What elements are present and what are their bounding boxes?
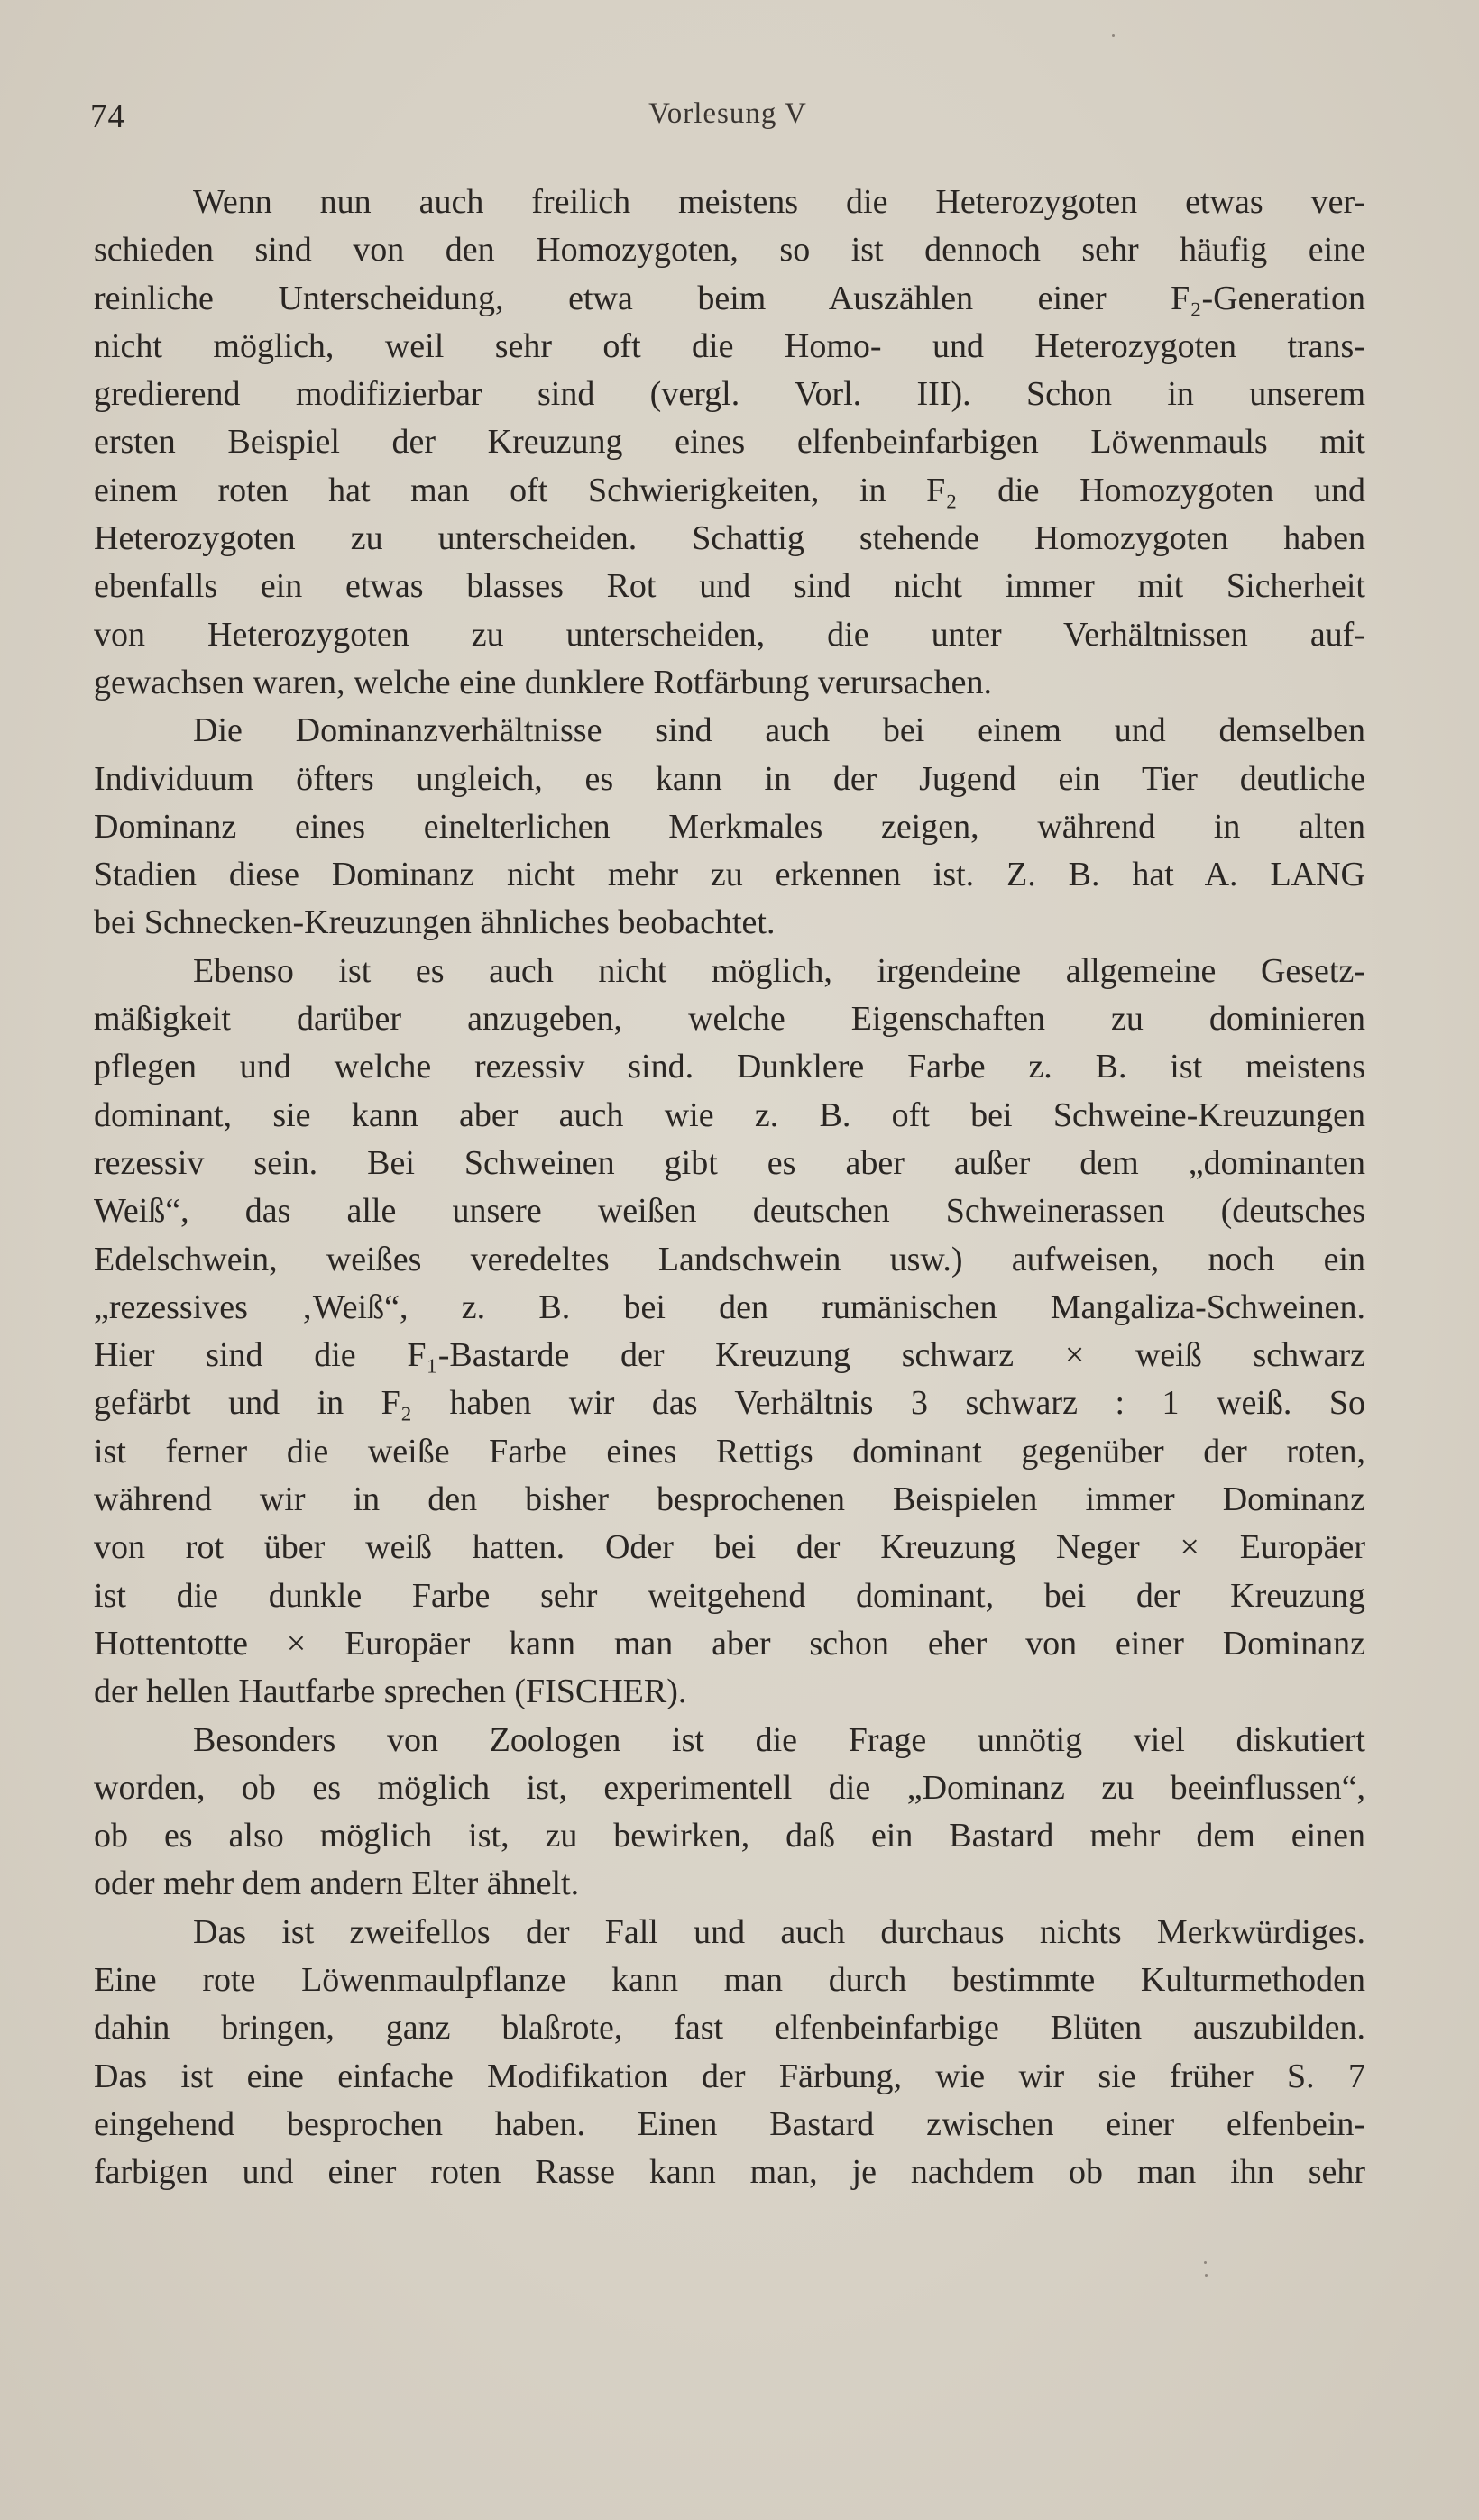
text-line: reinliche Unterscheidung, etwa beim Auszählen einer F₂-Generation xyxy=(94,279,1365,317)
paragraph xyxy=(94,1717,1365,1909)
text-line: rezessiv sein. Bei Schweinen gibt es aber außer dem „dominanten xyxy=(94,1143,1365,1182)
text-line: mäßigkeit darüber anzugeben, welche Eigenschaften zu dominieren xyxy=(94,1000,1365,1039)
paragraph xyxy=(94,1909,1365,2197)
text-line: oder mehr dem andern Elter ähnelt. xyxy=(94,1865,580,1903)
text-line: Hottentotte × Europäer kann man aber schon eher von einer Dominanz xyxy=(94,1624,1365,1663)
text-line: schieden sind von den Homozygoten, so ist dennoch sehr häufig eine xyxy=(94,231,1365,270)
running-title: Vorlesung V xyxy=(648,97,807,130)
paragraph xyxy=(94,948,1365,1717)
paper-speck xyxy=(1204,2261,1207,2264)
text-line: ebenfalls ein etwas blasses Rot und sind nicht immer mit Sicherheit xyxy=(94,567,1365,606)
text-line: dominant, sie kann aber auch wie z. B. oft bei Schweine-Kreuzungen xyxy=(94,1095,1365,1134)
running-head xyxy=(90,97,1365,142)
page-number: 74 xyxy=(90,98,125,135)
text-line: nicht möglich, weil sehr oft die Homo- und Heterozygoten trans- xyxy=(94,326,1365,365)
text-line: einem roten hat man oft Schwierigkeiten, in F₂ die Homozygoten und xyxy=(94,471,1365,509)
text-line: farbigen und einer roten Rasse kann man, je nachdem ob man ihn sehr xyxy=(94,2153,1365,2192)
text-line: Edelschwein, weißes veredeltes Landschwein usw.) aufweisen, noch ein xyxy=(94,1240,1365,1278)
text-line: Das ist zweifellos der Fall und auch durchaus nichts Merkwürdiges. xyxy=(193,1912,1365,1951)
text-line: dahin bringen, ganz blaßrote, fast elfenbeinfarbige Blüten auszubilden. xyxy=(94,2009,1365,2048)
paragraph xyxy=(94,707,1365,947)
paragraph xyxy=(94,179,1365,707)
paper-speck xyxy=(1112,34,1115,37)
text-line: Heterozygoten zu unterscheiden. Schattig stehende Homozygoten haben xyxy=(94,519,1365,558)
text-line: worden, ob es möglich ist, experimentell die „Dominanz zu beeinflussen“, xyxy=(94,1768,1365,1807)
text-line: Weiß“, das alle unsere weißen deutschen Schweinerassen (deutsches xyxy=(94,1192,1365,1231)
text-line: ist ferner die weiße Farbe eines Rettigs dominant gegenüber der roten, xyxy=(94,1432,1365,1471)
text-line: während wir in den bisher besprochenen Beispielen immer Dominanz xyxy=(94,1480,1365,1519)
text-line: von rot über weiß hatten. Oder bei der Kreuzung Neger × Europäer xyxy=(94,1528,1365,1567)
text-line: gefärbt und in F₂ haben wir das Verhältnis 3 schwarz : 1 weiß. So xyxy=(94,1384,1365,1423)
text-line: Dominanz eines einelterlichen Merkmales zeigen, während in alten xyxy=(94,807,1365,846)
text-line: Die Dominanzverhältnisse sind auch bei einem und demselben xyxy=(193,711,1365,750)
text-line: Stadien diese Dominanz nicht mehr zu erkennen ist. Z. B. hat A. LANG xyxy=(94,856,1365,894)
text-line: ersten Beispiel der Kreuzung eines elfenbeinfarbigen Löwenmauls mit xyxy=(94,423,1365,462)
text-line: pflegen und welche rezessiv sind. Dunklere Farbe z. B. ist meistens xyxy=(94,1048,1365,1086)
text-line: bei Schnecken-Kreuzungen ähnliches beobachtet. xyxy=(94,903,776,942)
text-line: ist die dunkle Farbe sehr weitgehend dominant, bei der Kreuzung xyxy=(94,1576,1365,1615)
text-line: von Heterozygoten zu unterscheiden, die unter Verhältnissen auf- xyxy=(94,615,1365,654)
text-line: Ebenso ist es auch nicht möglich, irgendeine allgemeine Gesetz- xyxy=(193,951,1365,990)
text-line: Besonders von Zoologen ist die Frage unnötig viel diskutiert xyxy=(193,1720,1365,1759)
text-line: gredierend modifizierbar sind (vergl. Vorl. III). Schon in unserem xyxy=(94,375,1365,414)
text-line: ob es also möglich ist, zu bewirken, daß ein Bastard mehr dem einen xyxy=(94,1817,1365,1856)
text-line: eingehend besprochen haben. Einen Bastard zwischen einer elfenbein- xyxy=(94,2104,1365,2143)
body-text xyxy=(94,179,1365,2196)
paper-speck xyxy=(1205,2274,1208,2277)
text-line: Das ist eine einfache Modifikation der Färbung, wie wir sie früher S. 7 xyxy=(94,2057,1365,2095)
text-line: der hellen Hautfarbe sprechen (FISCHER). xyxy=(94,1672,687,1711)
text-line: gewachsen waren, welche eine dunklere Rotfärbung verursachen. xyxy=(94,663,992,701)
text-line: „rezessives ‚Weiß“, z. B. bei den rumänischen Mangaliza-Schweinen. xyxy=(94,1287,1365,1326)
text-line: Wenn nun auch freilich meistens die Heterozygoten etwas ver- xyxy=(193,183,1365,221)
text-line: Hier sind die F₁-Bastarde der Kreuzung schwarz × weiß schwarz xyxy=(94,1336,1365,1375)
text-line: Eine rote Löwenmaulpflanze kann man durch bestimmte Kulturmethoden xyxy=(94,1960,1365,1999)
text-line: Individuum öfters ungleich, es kann in der Jugend ein Tier deutliche xyxy=(94,759,1365,798)
